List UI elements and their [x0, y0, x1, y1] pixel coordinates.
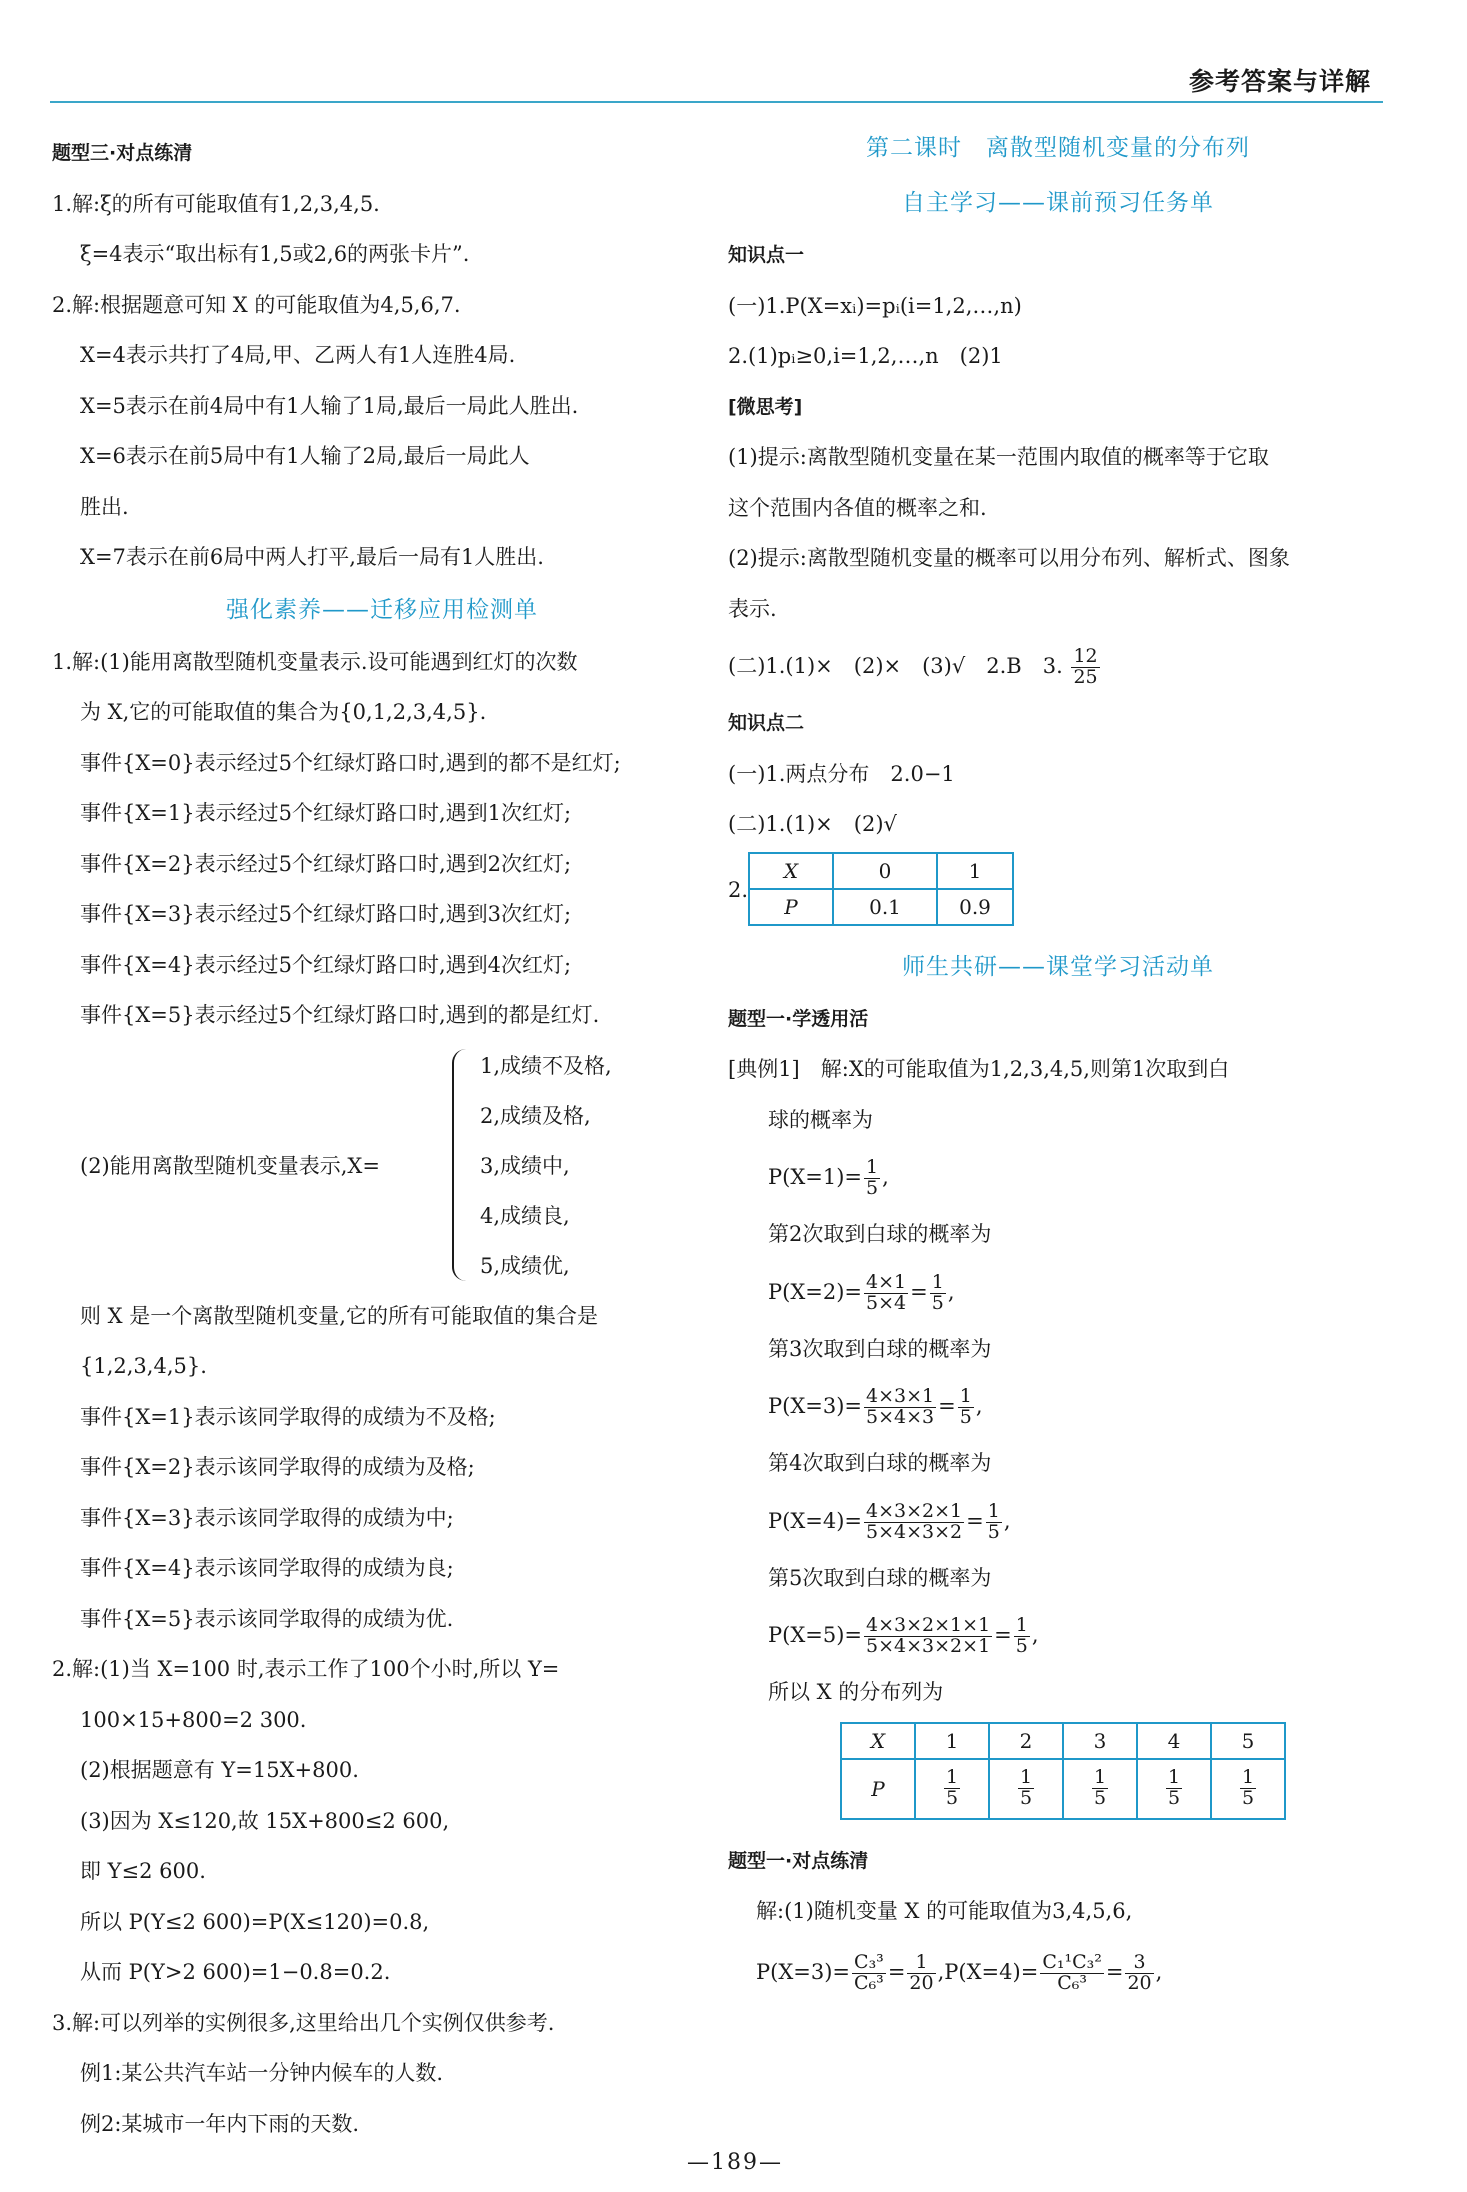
answer-line: 事件{X=5}表示经过5个红绿灯路口时,遇到的都是红灯. [80, 1003, 600, 1027]
answer-line: 1.解:ξ的所有可能取值有1,2,3,4,5. [52, 191, 380, 216]
section-heading: 题型一·对点练清 [728, 1849, 869, 1872]
answer-line: 事件{X=2}表示经过5个红绿灯路口时,遇到2次红灯; [80, 851, 572, 876]
left-column [52, 128, 712, 2149]
fraction-denominator: 25 [1073, 666, 1098, 688]
page-number: —189— [687, 2150, 783, 2175]
answer-line: (1)提示:离散型随机变量在某一范围内取值的概率等于它取 [728, 445, 1269, 469]
fraction-denominator: 5×4×3 [866, 1406, 935, 1428]
answer-line: 事件{X=2}表示该同学取得的成绩为及格; [80, 1455, 475, 1479]
fraction [930, 1270, 946, 1314]
fraction-numerator: 1 [931, 1270, 944, 1293]
header-divider [50, 101, 1383, 103]
table-label: 2. [728, 877, 749, 902]
fraction [1125, 1950, 1153, 1994]
formula-lhs: P(X=2)= [768, 1279, 863, 1304]
fraction [852, 1950, 886, 1994]
answer-line: X=5表示在前4局中有1人输了1局,最后一局此人胜出. [80, 393, 579, 418]
fraction [1092, 1768, 1108, 1809]
answer-line: (2)根据题意有 Y=15X+800. [80, 1758, 359, 1782]
table-cell: 1 [915, 1723, 989, 1759]
formula-line: P(X=2)= $\frac{4\times 1}{5\times 4}$ = $\frac{1}{5}$ , [768, 1270, 955, 1314]
answer-line: 所以 X 的分布列为 [768, 1680, 944, 1704]
answer-line: 事件{X=1}表示该同学取得的成绩为不及格; [80, 1404, 496, 1429]
fraction-numerator: 1 [945, 1766, 959, 1789]
answer-line: 2.解:根据题意可知 X 的可能取值为4,5,6,7. [52, 292, 461, 317]
fraction-denominator: 5 [1015, 1635, 1028, 1657]
fraction-denominator: C₆³ [854, 1971, 884, 1994]
fraction [907, 1950, 935, 1994]
formula-line: P(X=5)= $\frac{4\times 3\times 2\times 1\times 1}{5\times 4\times 3\times 2\times 1}$ = $\frac{1}{5}$ , [768, 1614, 1039, 1657]
section-title: 师生共研——课堂学习活动单 [902, 953, 1214, 980]
formula-lhs: P(X=3)= [768, 1394, 863, 1418]
section-heading: 题型一·学透用活 [728, 1007, 869, 1030]
answer-line: 例2:某城市一年内下雨的天数. [80, 2111, 360, 2136]
table-cell: 0.9 [937, 889, 1013, 925]
answer-line: 事件{X=3}表示经过5个红绿灯路口时,遇到3次红灯; [80, 902, 572, 926]
fraction-numerator: 1 [959, 1385, 972, 1408]
piecewise-cases [480, 1041, 612, 1291]
piecewise-case: 3,成绩中, [480, 1153, 570, 1178]
piecewise-case: 1,成绩不及格, [480, 1053, 612, 1078]
table-cell: X [749, 853, 833, 889]
answer-line: 1.解:(1)能用离散型随机变量表示.设可能遇到红灯的次数 [52, 649, 578, 674]
answer-line: X=6表示在前5局中有1人输了2局,最后一局此人 [80, 444, 530, 468]
fraction-denominator: 5 [866, 1177, 879, 1199]
table-cell: 0.1 [833, 889, 937, 925]
fraction-numerator: 1 [866, 1156, 879, 1179]
fraction-denominator: 5×4×3×2×1 [866, 1635, 991, 1657]
table-row [841, 1759, 1285, 1819]
formula-lhs: P(X=1)= [768, 1165, 863, 1189]
section-heading: 题型三·对点练清 [52, 142, 193, 164]
fraction-numerator: 12 [1073, 645, 1098, 668]
fraction [1040, 1950, 1104, 1994]
table-cell: P [749, 889, 833, 925]
fraction [958, 1387, 974, 1428]
fraction-numerator: 1 [987, 1499, 1000, 1522]
piecewise-definition [52, 1041, 712, 1291]
fraction [944, 1768, 960, 1809]
two-point-distribution-table [748, 852, 1014, 926]
answer-line: 这个范围内各值的概率之和. [728, 495, 987, 520]
answer-line: 100×15+800=2 300. [80, 1707, 307, 1732]
formula-lhs: P(X=4)= [768, 1508, 863, 1533]
answer-line: 例1:某公共汽车站一分钟内候车的人数. [80, 2061, 444, 2085]
page-header-title: 参考答案与详解 [1188, 67, 1371, 96]
fraction-numerator: 4×3×1 [866, 1385, 935, 1408]
fraction-denominator: 5 [931, 1291, 944, 1314]
fraction-numerator: 1 [907, 1953, 935, 1974]
piecewise-case: 5,成绩优, [480, 1253, 570, 1278]
fraction-denominator: 5 [959, 1406, 972, 1428]
fraction-denominator: 5 [987, 1520, 1000, 1543]
answer-line: 从而 P(Y>2 600)=1−0.8=0.2. [80, 1960, 391, 1984]
table-cell: X [841, 1723, 915, 1759]
answer-line: [典例1] 解:X的可能取值为1,2,3,4,5,则第1次取到白 [728, 1057, 1230, 1081]
formula-line: P(X=3)= $\frac{\text{C₃³}}{\text{C₆³}}$ = $\frac{1}{20}$ ,P(X=4)= $\frac{\text{C₁¹C₃²}}{\text{C₆³}}$ = $\frac{3}{20}$ , [756, 1950, 1163, 1994]
formula-line: P(X=3)= $\frac{4\times 3\times 1}{5\times 4\times 3}$ = $\frac{1}{5}$ , [768, 1385, 983, 1428]
fraction-denominator: 5 [1241, 1787, 1255, 1809]
table-cell: P [841, 1759, 915, 1819]
fraction-numerator: 1 [1015, 1614, 1028, 1637]
fraction-denominator: 5 [1019, 1787, 1033, 1809]
table-cell [989, 1759, 1063, 1819]
fraction-denominator: 5 [945, 1787, 959, 1809]
answer-line: 事件{X=3}表示该同学取得的成绩为中; [80, 1505, 454, 1530]
fraction [864, 1158, 880, 1199]
fraction-numerator: 1 [1019, 1766, 1033, 1789]
fraction-denominator: 20 [909, 1971, 934, 1994]
knowledge-point-heading: 知识点二 [728, 712, 805, 734]
table-cell [1063, 1759, 1137, 1819]
fraction [1240, 1768, 1256, 1809]
answer-line: (2)提示:离散型随机变量的概率可以用分布列、解析式、图象 [728, 546, 1290, 570]
fraction-denominator: C₆³ [1057, 1971, 1087, 1994]
answer-line: 事件{X=1}表示经过5个红绿灯路口时,遇到1次红灯; [80, 801, 572, 825]
answer-line: (一)1.两点分布 2.0−1 [728, 761, 955, 786]
answer-line: 3.解:可以列举的实例很多,这里给出几个实例仅供参考. [52, 2010, 555, 2035]
fraction-numerator: 4×3×2×1 [866, 1499, 963, 1522]
fraction [1014, 1616, 1030, 1657]
formula-lhs: ,P(X=4)= [937, 1959, 1039, 1984]
knowledge-point-heading: 知识点一 [728, 244, 805, 266]
answer-line: 胜出. [80, 494, 129, 519]
answer-line: 2.(1)pᵢ≥0,i=1,2,…,n (2)1 [728, 344, 1003, 368]
answer-line: 事件{X=0}表示经过5个红绿灯路口时,遇到的都不是红灯; [80, 750, 621, 775]
answer-line: 2.解:(1)当 X=100 时,表示工作了100个小时,所以 Y= [52, 1657, 560, 1681]
answer-line: 解:(1)随机变量 X 的可能取值为3,4,5,6, [756, 1899, 1133, 1923]
fraction-numerator: C₃³ [854, 1950, 884, 1973]
table-cell: 1 [937, 853, 1013, 889]
fraction-denominator: 5 [1093, 1787, 1107, 1809]
piecewise-label: (2)能用离散型随机变量表示,X= [80, 1153, 380, 1178]
table-row [749, 853, 1013, 889]
section-title: 自主学习——课前预习任务单 [902, 190, 1214, 216]
fraction [986, 1499, 1002, 1543]
formula-lhs: P(X=5)= [768, 1623, 863, 1647]
distribution-table [840, 1722, 1286, 1820]
table-cell: 2 [989, 1723, 1063, 1759]
answer-line: 第2次取到白球的概率为 [768, 1222, 992, 1246]
fraction [1018, 1768, 1034, 1809]
fraction [864, 1270, 908, 1314]
piecewise-case: 4,成绩良, [480, 1203, 570, 1228]
answer-line: 事件{X=5}表示该同学取得的成绩为优. [80, 1606, 454, 1631]
brace-symbol [452, 1049, 468, 1281]
answer-line: {1,2,3,4,5}. [80, 1354, 207, 1378]
answer-line: X=7表示在前6局中两人打平,最后一局有1人胜出. [80, 545, 544, 569]
table-cell [1211, 1759, 1285, 1819]
answer-line: 球的概率为 [768, 1107, 873, 1132]
formula-line: P(X=1)= $\frac{1}{5}$ , [768, 1156, 889, 1199]
fraction-denominator: 5 [1167, 1787, 1181, 1809]
answer-line: 即 Y≤2 600. [80, 1859, 206, 1883]
right-column [728, 128, 1388, 2007]
piecewise-case: 2,成绩及格, [480, 1103, 591, 1128]
answer-line: 事件{X=4}表示该同学取得的成绩为良; [80, 1556, 454, 1580]
fraction-numerator: C₁¹C₃² [1042, 1950, 1102, 1973]
fraction-numerator: 4×1 [866, 1270, 907, 1293]
answer-line: 为 X,它的可能取值的集合为{0,1,2,3,4,5}. [80, 700, 487, 724]
answer-line: (一)1.P(X=xᵢ)=pᵢ(i=1,2,…,n) [728, 293, 1022, 318]
fraction [1166, 1768, 1182, 1809]
fraction-denominator: 5×4 [866, 1291, 907, 1314]
think-heading: [微思考] [728, 395, 803, 418]
fraction-numerator: 1 [1093, 1766, 1107, 1789]
answer-line: 所以 P(Y≤2 600)=P(X≤120)=0.8, [80, 1909, 430, 1934]
two-point-table-block [728, 850, 1388, 940]
fraction-numerator: 4×3×2×1×1 [866, 1614, 991, 1637]
table-cell: 4 [1137, 1723, 1211, 1759]
table-cell: 3 [1063, 1723, 1137, 1759]
answer-line [728, 634, 1388, 698]
formula-line: P(X=4)= $\frac{4\times 3\times 2\times 1}{5\times 4\times 3\times 2}$ = $\frac{1}{5}$ , [768, 1499, 1011, 1543]
answer-line: 第4次取到白球的概率为 [768, 1451, 992, 1475]
fraction-numerator: 1 [1241, 1766, 1255, 1789]
fraction [1071, 647, 1099, 688]
table-cell [915, 1759, 989, 1819]
answer-line: 第5次取到白球的概率为 [768, 1565, 992, 1590]
answer-line: (二)1.(1)× (2)√ [728, 812, 897, 836]
table-cell: 0 [833, 853, 937, 889]
answer-line: (3)因为 X≤120,故 15X+800≤2 600, [80, 1808, 450, 1833]
fraction-denominator: 20 [1127, 1971, 1152, 1994]
fraction-denominator: 5×4×3×2 [866, 1520, 963, 1543]
section-title: 强化素养——迁移应用检测单 [226, 596, 538, 623]
answer-text: (二)1.(1)× (2)× (3)√ 2.B 3. [728, 654, 1063, 678]
lesson-title: 第二课时 离散型随机变量的分布列 [866, 135, 1250, 161]
fraction [864, 1499, 964, 1543]
table-cell [1137, 1759, 1211, 1819]
table-row [749, 889, 1013, 925]
answer-line: X=4表示共打了4局,甲、乙两人有1人连胜4局. [80, 343, 516, 367]
answer-line: 第3次取到白球的概率为 [768, 1336, 992, 1361]
answer-line: 表示. [728, 596, 777, 621]
fraction-numerator: 3 [1125, 1953, 1153, 1974]
fraction [864, 1387, 936, 1428]
fraction-numerator: 1 [1167, 1766, 1181, 1789]
answer-line: 事件{X=4}表示经过5个红绿灯路口时,遇到4次红灯; [80, 952, 572, 977]
table-cell: 5 [1211, 1723, 1285, 1759]
formula-lhs: P(X=3)= [756, 1959, 851, 1984]
answer-line: ξ=4表示“取出标有1,5或2,6的两张卡片”. [80, 242, 470, 266]
table-row [841, 1723, 1285, 1759]
answer-line: 则 X 是一个离散型随机变量,它的所有可能取值的集合是 [80, 1303, 598, 1328]
fraction [864, 1616, 992, 1657]
distribution-table-block [728, 1718, 1388, 1836]
